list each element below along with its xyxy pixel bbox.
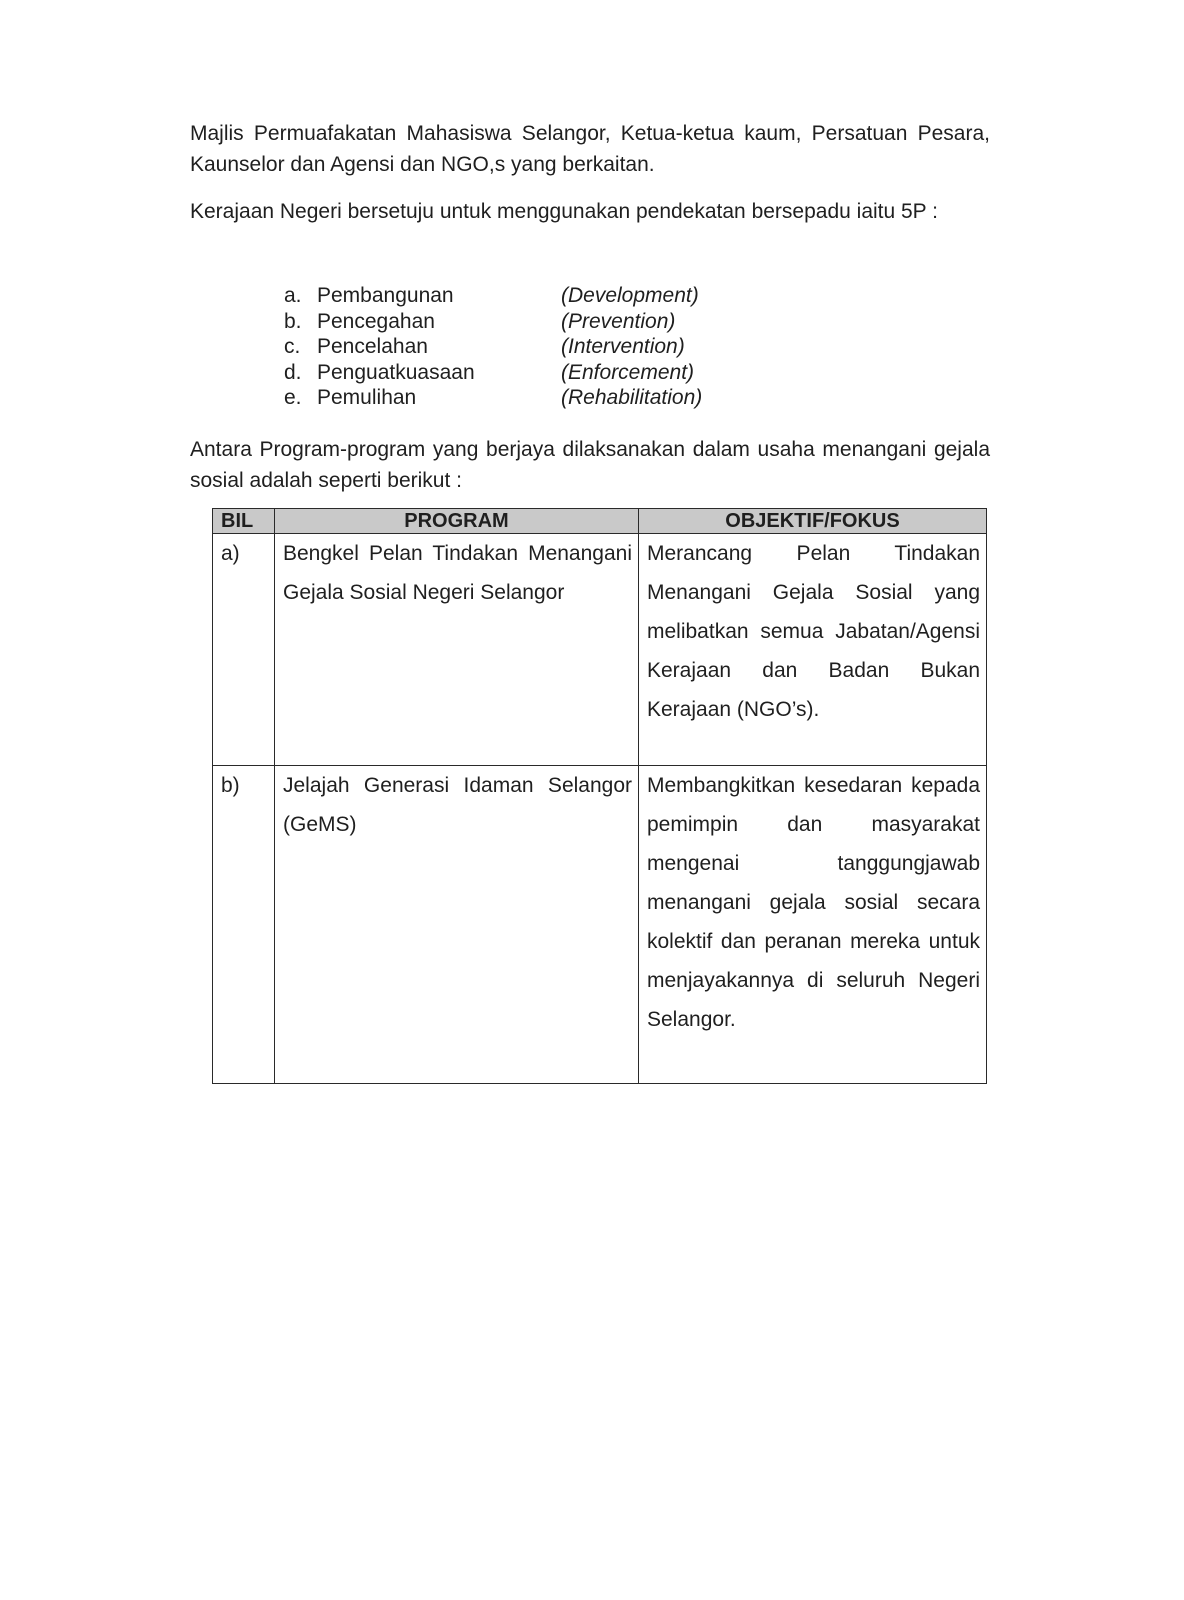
cell-bil: b): [213, 766, 275, 1084]
paragraph-5p-approach: Kerajaan Negeri bersetuju untuk menggunakan pendekatan bersepadu iaitu 5P :: [190, 200, 938, 223]
cell-bil: a): [213, 534, 275, 766]
list-item: [284, 360, 784, 386]
list-item: [284, 334, 784, 360]
list-item: [284, 283, 784, 309]
list-english: (Rehabilitation): [561, 386, 703, 409]
table-row: [213, 766, 987, 1084]
list-english: (Prevention): [561, 309, 676, 333]
list-letter: d.: [284, 360, 302, 384]
list-term: Penguatkuasaan: [317, 360, 475, 384]
cell-objektif: Membangkitkan kesedaran kepada pemimpin dan masyarakat mengenai tanggungjawab menangani gejala sosial secara kolektif dan peranan mereka untuk menjayakannya di seluruh Negeri Selangor.: [639, 766, 987, 1084]
approach-list: [284, 283, 784, 411]
cell-program: Jelajah Generasi Idaman Selangor (GeMS): [275, 766, 639, 1084]
program-table: [212, 508, 987, 1084]
list-english: (Enforcement): [561, 360, 695, 384]
header-bil: BIL: [213, 509, 275, 534]
list-letter: a.: [284, 284, 302, 307]
list-letter: e.: [284, 386, 302, 409]
list-letter: b.: [284, 309, 302, 333]
list-term: Pencegahan: [317, 309, 435, 333]
paragraph-stakeholders: Majlis Permuafakatan Mahasiswa Selangor, Ketua-ketua kaum, Persatuan Pesara, Kaunselor dan Agensi dan NGO,s yang berkaitan.: [190, 122, 990, 176]
cell-objektif: Merancang Pelan Tindakan Menangani Gejala Sosial yang melibatkan semua Jabatan/Agensi Kerajaan dan Badan Bukan Kerajaan (NGO’s).: [639, 534, 987, 766]
paragraph-programs-intro: Antara Program-program yang berjaya dilaksanakan dalam usaha menangani gejala sosial adalah seperti berikut :: [190, 438, 990, 492]
list-item: [284, 385, 784, 411]
list-english: (Development): [561, 284, 699, 307]
list-term: Pencelahan: [317, 335, 428, 358]
header-objektif: OBJEKTIF/FOKUS: [639, 509, 987, 534]
header-program: PROGRAM: [275, 509, 639, 534]
table-row: [213, 534, 987, 766]
list-english: (Intervention): [561, 335, 685, 358]
list-item: [284, 309, 784, 335]
list-term: Pembangunan: [317, 284, 454, 307]
cell-program: Bengkel Pelan Tindakan Menangani Gejala Sosial Negeri Selangor: [275, 534, 639, 766]
list-term: Pemulihan: [317, 386, 417, 409]
list-letter: c.: [284, 335, 301, 358]
table-header-row: [213, 509, 987, 534]
